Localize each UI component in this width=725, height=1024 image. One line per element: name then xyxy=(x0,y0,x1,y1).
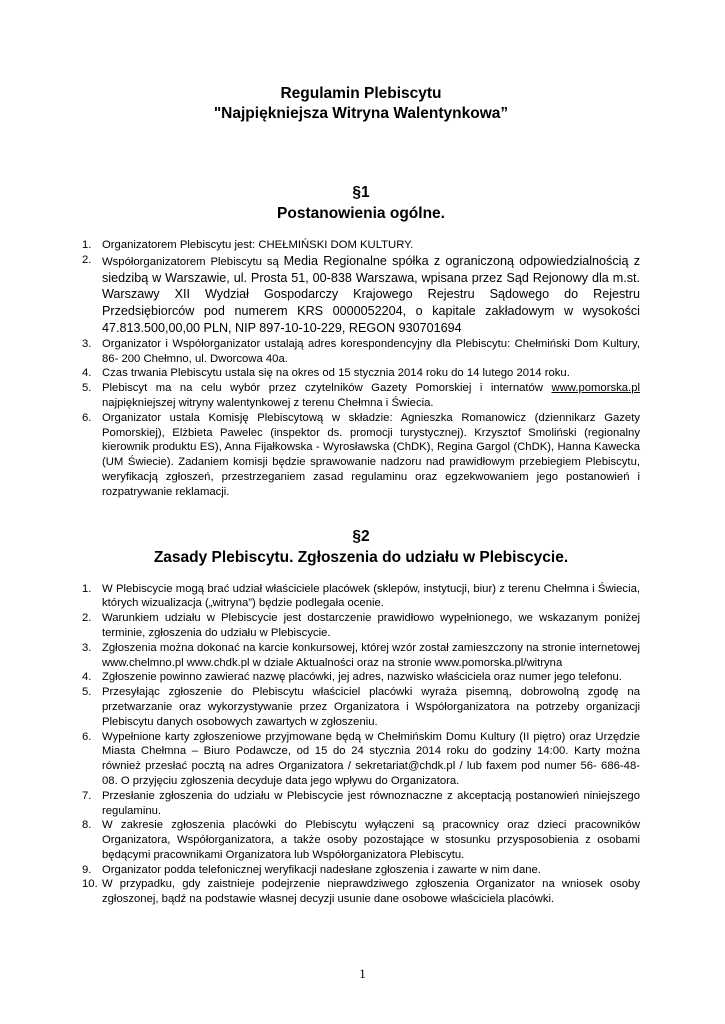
section2-heading: Zasady Plebiscytu. Zgłoszenia do udziału w Plebiscycie. xyxy=(153,548,569,566)
section2-list xyxy=(82,582,640,908)
list-item: 2. Warunkiem udziału w Plebiscycie jest dostarczenie prawidłowo wypełnionego, we wskazanym poniżej terminie, zgłoszenia do udziału w Plebiscycie. xyxy=(82,612,640,639)
list-item: 6. Organizator ustala Komisję Plebiscytową w składzie: Agnieszka Romanowicz (dziennikarz Gazety Pomorskiej), Elżbieta Pawelec (inspektor ds. promocji turystycznej). Krzysztof Smoliński (regionalny kierownik produktu ES), Anna Fijałkowska - Wyrosławska (ChDK), Regina Gargol (ChDK), Hanna Kawecka (UM Świecie). Zadaniem komisji będzie sprawowanie nadzoru nad prawidłowym przebiegiem Plebiscytu, weryfikacją zgłoszeń, przestrzeganiem zasad regulaminu oraz egzekwowaniem jego postanowień i rozpatrywanie reklamacji. xyxy=(82,411,640,498)
document-content xyxy=(82,84,640,907)
section2-number: §2 xyxy=(352,527,370,545)
list-item: 1. W Plebiscycie mogą brać udział właściciele placówek (sklepów, instytucji, biur) z terenu Chełmna i Świecia, których wizualizacja („witryna”) będzie podlegała ocenie. xyxy=(82,582,640,610)
list-item: 5. Plebiscyt ma na celu wybór przez czytelników Gazety Pomorskiej i internatów www.pomorska.pl najpiękniejszej witryny walentynkowej z terenu Chełmna i Świecia. xyxy=(82,382,640,409)
list-item: 7. Przesłanie zgłoszenia do udziału w Plebiscycie jest równoznaczne z akceptacją postanowień niniejszego regulaminu. xyxy=(82,789,640,817)
pomorska-link[interactable]: www.pomorska.pl xyxy=(551,382,640,395)
list-item: 10. W przypadku, gdy zaistnieje podejrzenie nieprawdziwego zgłoszenia Organizator na wniosek osoby zgłoszonej, bądź na podstawie własnej decyzji usunie dane osobowe właściciela placówki. xyxy=(82,878,640,906)
list-item: 4. Zgłoszenie powinno zawierać nazwę placówki, jej adres, nazwisko właściciela oraz numer jego telefonu. xyxy=(82,671,622,684)
list-item: 9. Organizator podda telefonicznej weryfikacji nadesłane zgłoszenia i zawarte w nim dane. xyxy=(82,863,541,876)
section1-heading: Postanowienia ogólne. xyxy=(277,205,445,222)
page-number: 1 xyxy=(359,966,366,981)
document-title-line2: "Najpiękniejsza Witryna Walentynkowa” xyxy=(213,105,509,122)
list-item: 4. Czas trwania Plebiscytu ustala się na okres od 15 stycznia 2014 roku do 14 lutego 2014 roku. xyxy=(82,367,570,380)
section1-list xyxy=(82,238,640,500)
list-item: 2. Współorganizatorem Plebiscytu są Media Regionalne spółka z ograniczoną odpowiedzialnością z siedzibą w Warszawie, ul. Prosta 51, 00-838 Warszawa, wpisana przez Sąd Rejonowy dla m.st. Warszawy XII Wydział Gospodarczy Krajowego Rejestru Sądowego do Rejestru Przedsiębiorców pod numerem KRS 0000052204, o kapitale zakładowym w wysokości 47.813.500,00,00 PLN, NIP 897-10-10-229, REGON 930701694 xyxy=(82,253,640,335)
list-item: 1. Organizatorem Plebiscytu jest: CHEŁMIŃSKI DOM KULTURY. xyxy=(82,239,414,251)
list-item: 5. Przesyłając zgłoszenie do Plebiscytu właściciel placówki wyraża pisemną, dobrowolną zgodę na przetwarzanie oraz wykorzystywanie przez Organizatora i Współorganizatora na potrzeby organizacji Plebiscytu danych osobowych zawartych w zgłoszeniu. xyxy=(82,686,640,728)
document-title-line1: Regulamin Plebiscytu xyxy=(280,85,442,102)
list-item: 3. Organizator i Współorganizator ustalają adres korespondencyjny dla Plebiscytu: Chełmiński Dom Kultury, 86- 200 Chełmno, ul. Dworcowa 40a. xyxy=(82,337,640,365)
section1-number: §1 xyxy=(352,184,370,201)
list-item: 3. Zgłoszenia można dokonać na karcie konkursowej, której wzór został zamieszczony na stronie internetowej www.chelmno.pl www.chdk.pl w dziale Aktualności oraz na stronie www.pomorska.pl/witryna xyxy=(82,641,640,669)
list-item: 8. W zakresie zgłoszenia placówki do Plebiscytu wyłączeni są pracownicy oraz dzieci pracowników Organizatora, Współorganizatora, a także osoby pozostające w stosunku przysposobienia z osobami będącymi pracownikami Organizatora lub Współorganizatora Plebiscytu. xyxy=(82,819,640,861)
list-item: 6. Wypełnione karty zgłoszeniowe przyjmowane będą w Chełmińskim Domu Kultury (II piętro) oraz Urzędzie Miasta Chełmna – Biuro Podawcze, od 15 do 24 stycznia 2014 roku do godziny 14:00. Karty można również przesłać pocztą na adres Organizatora / sekretariat@chdk.pl / lub faxem pod numer 56- 686-48-08. O przyjęciu zgłoszenia decyduje data jego wpływu do Organizatora. xyxy=(82,730,640,787)
